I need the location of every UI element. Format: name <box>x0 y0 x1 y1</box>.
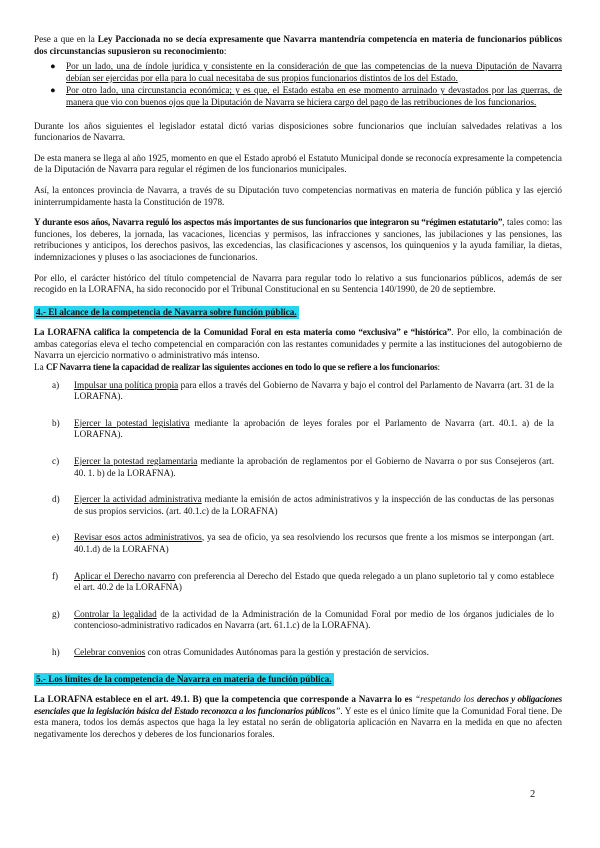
list-item <box>34 380 562 403</box>
item-text: con preferencia al Derecho del Estado que queda relegado a un plano supletorio tal y como establece el art. 40.2 de la LORAFNA) <box>74 570 555 593</box>
alcance-bold: La LORAFNA califica la competencia de la Comunidad Foral en esta materia como “exclusiva” e “histórica” <box>34 327 452 338</box>
section-heading-4: 4.- El alcance de la competencia de Navarra sobre función pública. <box>34 306 299 320</box>
paragraph: Así, la entonces provincia de Navarra, a través de su Diputación tuvo competencias normativas en materia de función pública y las ejerció ininterrumpidamente hasta la Constitución de 1978. <box>34 184 562 207</box>
capacidad-tail: : <box>437 362 441 373</box>
paragraph-regimen <box>34 217 562 263</box>
list-item <box>34 456 562 479</box>
circumstances-list <box>34 61 562 108</box>
item-text: de la actividad de la Administración de la Comunidad Foral por medio de los órganos judiciales de lo contencioso-administrativo radicados en Navarra (art. 61.1.c) de la LORAFNA). <box>74 608 555 631</box>
list-item <box>34 532 562 555</box>
item-letter: h) <box>52 646 60 657</box>
item-text: mediante la aprobación de leyes forales por el Parlamento de Navarra (art. 40.1. a) de la LORAFNA). <box>74 417 554 440</box>
actions-list <box>34 380 562 659</box>
limites-rest: . Y este es el único límite que la Comunidad Foral tiene. De esta manera, todos los demás aspectos que haga la ley estatal no serán de obligatoria aplicación en Navarra en la medida en que no afecten negativamente los derechos y deberes de los funcionarios forales. <box>34 705 562 739</box>
document-page <box>34 34 562 741</box>
item-key: Ejercer la potestad reglamentaria <box>74 456 198 467</box>
capacidad-lead: La <box>34 362 46 373</box>
list-item <box>34 85 562 108</box>
item-text: para ellos a través del Gobierno de Navarra y bajo el control del Parlamento de Navarra (art. 31 de la LORAFNA). <box>74 379 554 402</box>
list-item <box>34 609 562 632</box>
item-letter: g) <box>52 608 60 619</box>
limites-quote-close: ” <box>335 705 341 716</box>
item-letter: b) <box>52 417 60 428</box>
limites-quote-open: “respetando los <box>412 694 477 705</box>
intro-tail: : <box>223 45 227 56</box>
item-letter: c) <box>52 456 60 467</box>
item-text: mediante la aprobación de reglamentos por el Gobierno de Navarra o por sus Consejeros (art. 40. 1. b) de la LORAFNA). <box>74 456 554 478</box>
list-item <box>34 494 562 517</box>
item-key: Revisar esos actos administrativos <box>74 532 202 543</box>
item-key: Ejercer la actividad administrativa <box>74 494 202 505</box>
intro-paragraph <box>34 34 562 57</box>
paragraph-capacidad <box>34 362 562 374</box>
item-key: Aplicar el Derecho navarro <box>74 570 176 581</box>
item-key: Impulsar una política propia <box>74 379 179 390</box>
page-number: 2 <box>530 789 536 800</box>
section-heading-5: 5.- Los límites de la competencia de Navarra en materia de función pública. <box>34 673 334 687</box>
paragraph: De esta manera se llega al año 1925, momento en que el Estado aprobó el Estatuto Municipal donde se reconocía expresamente la competencia de la Diputación de Navarra para regular el régimen de los funcionarios municipales. <box>34 152 562 175</box>
bullet-icon: ● <box>50 61 56 72</box>
intro-lead: Pese a que en la <box>34 34 98 44</box>
list-item <box>34 61 562 84</box>
item-text: , ya sea de oficio, ya sea resolviendo los recursos que frente a los mismos se interpongan (art. 40.1.d) de la LORAFNA) <box>74 532 555 554</box>
paragraph: Por ello, el carácter histórico del título competencial de Navarra para regular todo lo relativo a sus funcionarios públicos, además de ser recogido en la LORAFNA, ha sido reconocido por el Tribunal Constitucional en su Sentencia 140/1990, de 20 de septiembre. <box>34 272 562 295</box>
paragraph: Durante los años siguientes el legislador estatal dictó varias disposiciones sobre funcionarios que incluían salvedades relativas a los funcionarios de Navarra. <box>34 120 562 143</box>
item-key: Ejercer la potestad legislativa <box>74 417 190 428</box>
capacidad-bold: CF Navarra tiene la capacidad de realizar las siguientes acciones en todo lo que se refiere a los funcionarios <box>46 362 438 373</box>
alcance-rest: . Por ello, la combinación de ambas categorías eleva el techo competencial en comparación con las restantes comunidades y permite a las instituciones del autogobierno de Navarra un ejercicio normativo o administrativo más intenso. <box>34 327 562 361</box>
limites-bold-italic: derechos y obligaciones esenciales que la legislación básica del Estado reconozca a los funcionarios públicos <box>34 694 562 716</box>
paragraph-alcance <box>34 327 562 362</box>
list-item <box>34 571 562 594</box>
item-key: Controlar la legalidad <box>74 608 157 619</box>
item-letter: e) <box>52 532 60 543</box>
item-letter: d) <box>52 494 60 505</box>
list-item-text: Por un lado, una de índole jurídica y consistente en la consideración de que las competencias de la nueva Diputación de Navarra debían ser ejercidas por ella para lo cual necesitaba de sus propios funcionarios distintos de los del Estado. <box>66 61 562 83</box>
intro-bold: Ley Paccionada no se decía expresamente que Navarra mantendría competencia en materia de funcionarios públicos dos circunstancias supusieron su reconocimiento <box>34 34 562 56</box>
regimen-rest: , tales como: las funciones, los deberes, la jornada, las vacaciones, licencias y permisos, las infracciones y sanciones, las jubilaciones y las pensiones, las retribuciones y anticipos, los derechos pasivos, las excedencias, las clasificaciones y ascensos, los quinquenios y la ayuda familiar, la dietas, indemnizaciones y pluses o las asociaciones de funcionarios. <box>34 217 562 262</box>
paragraph-limites <box>34 694 562 740</box>
limites-bold: La LORAFNA establece en el art. 49.1. B) que la competencia que corresponde a Navarra lo es <box>34 694 413 705</box>
bullet-icon: ● <box>50 85 56 96</box>
item-letter: f) <box>52 570 59 581</box>
list-item <box>34 418 562 441</box>
list-item-text: Por otro lado, una circunstancia económica; y es que, el Estado estaba en ese momento arruinado y devastados por las guerras, de manera que vio con buenos ojos que la Diputación de Navarra se hiciera cargo del pago de las retribuciones de los funcionarios. <box>66 85 562 107</box>
item-letter: a) <box>52 379 60 390</box>
item-text: con otras Comunidades Autónomas para la gestión y prestación de servicios. <box>145 646 429 657</box>
regimen-bold: Y durante esos años, Navarra reguló los aspectos más importantes de sus funcionarios que integraron su “régimen estatutario” <box>34 217 503 228</box>
item-text: mediante la emisión de actos administrativos y la inspección de las conductas de las personas de sus propios servicios. (art. 40.1.c) de la LORAFNA) <box>74 494 554 516</box>
item-key: Celebrar convenios <box>74 646 146 657</box>
list-item <box>34 647 562 659</box>
